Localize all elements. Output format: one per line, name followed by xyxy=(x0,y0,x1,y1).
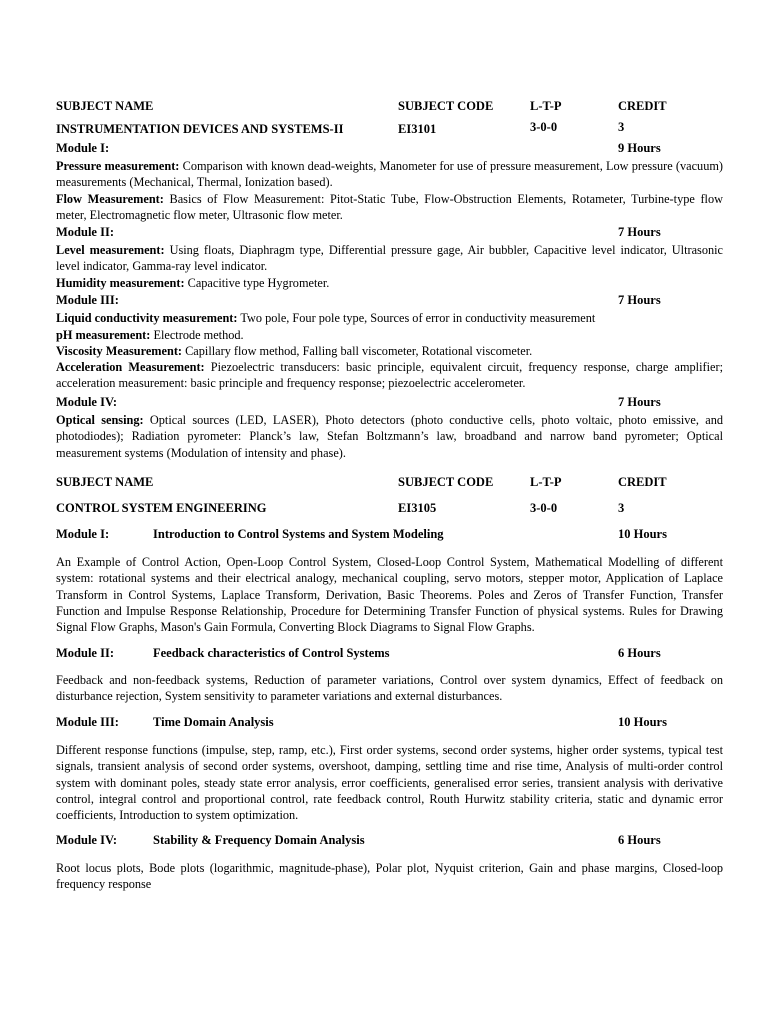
topic-paragraph xyxy=(56,327,723,343)
module-heading xyxy=(56,833,664,848)
module-topic-title: Time Domain Analysis xyxy=(153,715,274,729)
module-title: Module I: xyxy=(56,527,110,541)
topic-paragraph xyxy=(56,275,723,291)
module-hours: 10 Hours xyxy=(618,527,667,541)
subject-credit: 3 xyxy=(618,501,625,515)
module-topic-title: Introduction to Control Systems and System Modeling xyxy=(153,527,444,541)
module-title: Module IV: xyxy=(56,395,118,409)
module-topic-title: Feedback characteristics of Control Systems xyxy=(153,646,390,660)
topic-text: Basics of Flow Measurement: Pitot-Static Tube, Flow-Obstruction Elements, Rotameter, Turbine-type flow meter, Electromagnetic flow meter, Ultrasonic flow meter. xyxy=(56,192,723,223)
ltp-header: L-T-P xyxy=(530,475,562,489)
topic-paragraph xyxy=(56,242,723,275)
topic-label: pH measurement: xyxy=(56,328,151,342)
topic-label: Viscosity Measurement: xyxy=(56,344,183,358)
module-title: Module II: xyxy=(56,225,114,239)
topic-text: Using floats, Diaphragm type, Differential pressure gage, Air bubbler, Capacitive level indicator, Ultrasonic level indicator, Gamma-ray level indicator. xyxy=(56,243,723,274)
module-hours: 9 Hours xyxy=(618,141,661,155)
topic-label: Level measurement: xyxy=(56,243,165,257)
topic-text: Capillary flow method, Falling ball viscometer, Rotational viscometer. xyxy=(182,344,533,358)
topic-paragraph xyxy=(56,343,723,359)
module-hours: 6 Hours xyxy=(618,646,661,660)
module-title: Module II: xyxy=(56,646,114,660)
topic-label: Acceleration Measurement: xyxy=(56,360,205,374)
module-description: Root locus plots, Bode plots (logarithmic, magnitude-phase), Polar plot, Nyquist criterion, Gain and phase margins, Closed-loop frequency response xyxy=(56,861,723,892)
topic-paragraph xyxy=(56,158,723,191)
subject-code-header: SUBJECT CODE xyxy=(398,99,494,113)
module-heading xyxy=(56,527,667,542)
module-heading xyxy=(56,715,667,730)
module-hours: 7 Hours xyxy=(618,293,661,307)
subject-code: EI3101 xyxy=(398,122,437,136)
topic-paragraph xyxy=(56,359,723,392)
topic-text: Optical sources (LED, LASER), Photo detectors (photo conductive cells, photo voltaic, photo emissive, and photodiodes); Radiation pyrometer: Planck’s law, Stefan Boltzmann’s law, broadband and narrow band pyrometer; Optical measurement systems (Modulation of intensity and phase). xyxy=(56,413,723,460)
topic-label: Optical sensing: xyxy=(56,413,144,427)
subject-code: EI3105 xyxy=(398,501,437,515)
subject-name-header: SUBJECT NAME xyxy=(56,475,154,489)
credit-header: CREDIT xyxy=(618,99,667,113)
credit-header: CREDIT xyxy=(618,475,667,489)
module-hours: 6 Hours xyxy=(618,833,661,847)
module-heading xyxy=(56,141,664,156)
subject-name: INSTRUMENTATION DEVICES AND SYSTEMS-II xyxy=(56,122,344,136)
module-heading xyxy=(56,293,664,308)
topic-paragraph xyxy=(56,191,723,224)
topic-label: Humidity measurement: xyxy=(56,276,185,290)
topic-text: Two pole, Four pole type, Sources of error in conductivity measurement xyxy=(237,311,596,325)
topic-text: Piezoelectric transducers: basic principle, equivalent circuit, frequency response, charge amplifier; acceleration measurement: basic principle and frequency response; piezoelectric accelerometer. xyxy=(56,360,723,391)
module-hours: 10 Hours xyxy=(618,715,667,729)
module-title: Module III: xyxy=(56,293,119,307)
subject-ltp: 3-0-0 xyxy=(530,120,558,134)
subject-code-header: SUBJECT CODE xyxy=(398,475,494,489)
module-description: Feedback and non-feedback systems, Reduction of parameter variations, Control over system dynamics, Effect of feedback on disturbance rejection, System sensitivity to parameter variations and external disturbances. xyxy=(56,673,723,704)
module-title: Module IV: xyxy=(56,833,118,847)
module-title: Module I: xyxy=(56,141,110,155)
topic-label: Pressure measurement: xyxy=(56,159,180,173)
module-hours: 7 Hours xyxy=(618,395,661,409)
module-title: Module III: xyxy=(56,715,119,729)
topic-paragraph xyxy=(56,310,723,326)
topic-text: Comparison with known dead-weights, Manometer for use of pressure measurement, Low pressure (vacuum) measurements (Mechanical, Thermal, Ionization based). xyxy=(56,159,724,190)
topic-text: Capacitive type Hygrometer. xyxy=(184,276,330,290)
subject-credit: 3 xyxy=(618,120,625,134)
topic-text: Electrode method. xyxy=(150,328,244,342)
module-heading xyxy=(56,395,664,410)
subject-name: CONTROL SYSTEM ENGINEERING xyxy=(56,501,267,515)
module-heading xyxy=(56,225,664,240)
topic-label: Flow Measurement: xyxy=(56,192,164,206)
subject-ltp: 3-0-0 xyxy=(530,501,558,515)
module-description: Different response functions (impulse, step, ramp, etc.), First order systems, second order systems, higher order systems, typical test signals, transient analysis of second order systems, overshoot, damping, settling time and rise time, Analysis of multi-order control system with dominant poles, steady state error analysis, error coefficients, generalised error series, transient analysis with derivative control, integral control and proportional control, rate feedback control, Routh Hurwitz stability criteria, static and dynamic error coefficients, Introduction to system optimization. xyxy=(56,743,723,823)
topic-paragraph xyxy=(56,412,723,461)
module-description: An Example of Control Action, Open-Loop Control System, Closed-Loop Control System, Mathematical Modelling of different system: rotational systems and their electrical analogy, mechanical coupling, servo motors, stepper motor, Application of Laplace Transform in Control Systems, Laplace Transform, Derivation, Basic Theorems. Poles and Zeros of Transfer Function, Transfer Function and Impulse Response Relationship, Procedure for Determining Transfer Function of physical systems. Rules for Drawing Signal Flow Graphs, Mason's Gain Formula, Converting Block Diagrams to Signal Flow Graphs. xyxy=(56,555,723,635)
topic-label: Liquid conductivity measurement: xyxy=(56,311,238,325)
module-heading xyxy=(56,646,664,661)
subject-name-header: SUBJECT NAME xyxy=(56,99,154,113)
module-topic-title: Stability & Frequency Domain Analysis xyxy=(153,833,365,847)
module-hours: 7 Hours xyxy=(618,225,661,239)
ltp-header: L-T-P xyxy=(530,99,562,113)
